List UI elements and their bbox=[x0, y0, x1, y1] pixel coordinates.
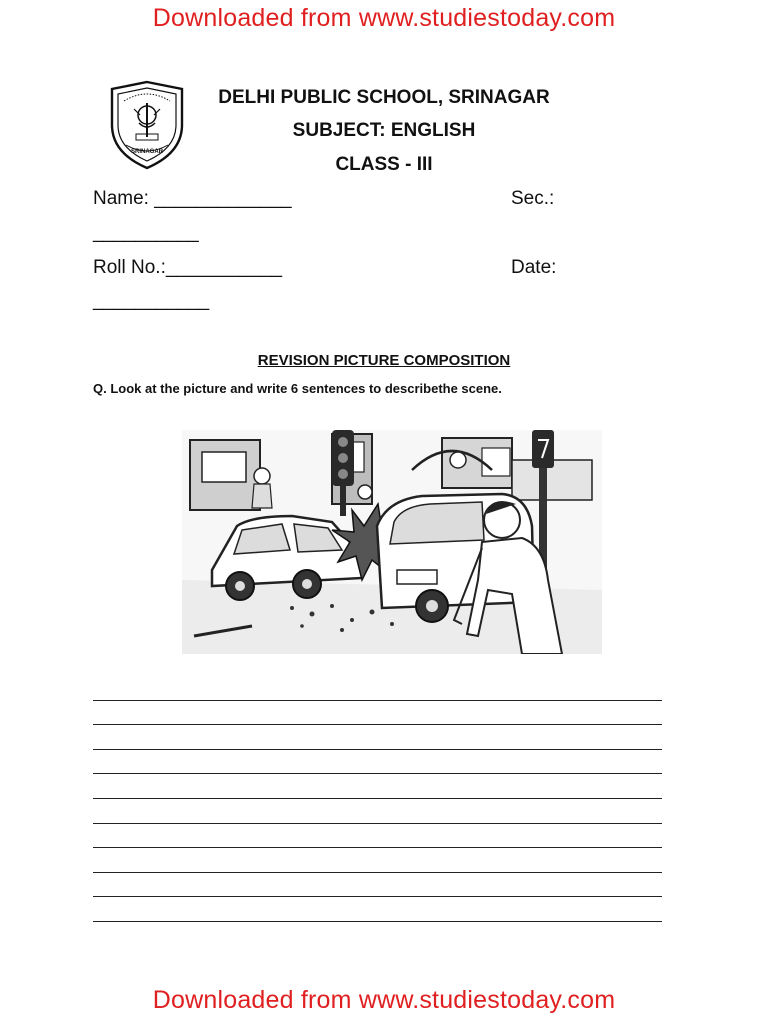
download-banner-top: Downloaded from www.studiestoday.com bbox=[152, 4, 616, 32]
answer-line[interactable] bbox=[93, 676, 662, 701]
answer-lines[interactable] bbox=[93, 676, 662, 922]
section-title: REVISION PICTURE COMPOSITION bbox=[257, 352, 511, 369]
answer-line[interactable] bbox=[93, 701, 662, 726]
answer-line[interactable] bbox=[93, 774, 662, 799]
name-field[interactable]: Name: _____________ bbox=[93, 188, 292, 209]
answer-line[interactable] bbox=[93, 824, 662, 849]
section-field[interactable]: __________ bbox=[93, 222, 199, 243]
answer-line[interactable] bbox=[93, 897, 662, 922]
answer-line[interactable] bbox=[93, 848, 662, 873]
crest-lettering: SRINAGAR bbox=[130, 149, 164, 155]
section-label: Sec.: bbox=[511, 188, 555, 209]
answer-line[interactable] bbox=[93, 873, 662, 898]
car-accident-illustration bbox=[182, 430, 602, 654]
answer-line[interactable] bbox=[93, 750, 662, 775]
question-text: Q. Look at the picture and write 6 sentences to describethe scene. bbox=[93, 381, 502, 396]
download-banner-bottom: Downloaded from www.studiestoday.com bbox=[152, 986, 616, 1014]
subject-heading: SUBJECT: ENGLISH bbox=[292, 120, 476, 141]
date-field[interactable]: ___________ bbox=[93, 290, 210, 311]
school-name: DELHI PUBLIC SCHOOL, SRINAGAR bbox=[218, 87, 550, 108]
class-heading: CLASS - III bbox=[335, 154, 433, 175]
answer-line[interactable] bbox=[93, 799, 662, 824]
roll-number-field[interactable]: Roll No.:___________ bbox=[93, 257, 283, 278]
date-label: Date: bbox=[511, 257, 557, 278]
answer-line[interactable] bbox=[93, 725, 662, 750]
